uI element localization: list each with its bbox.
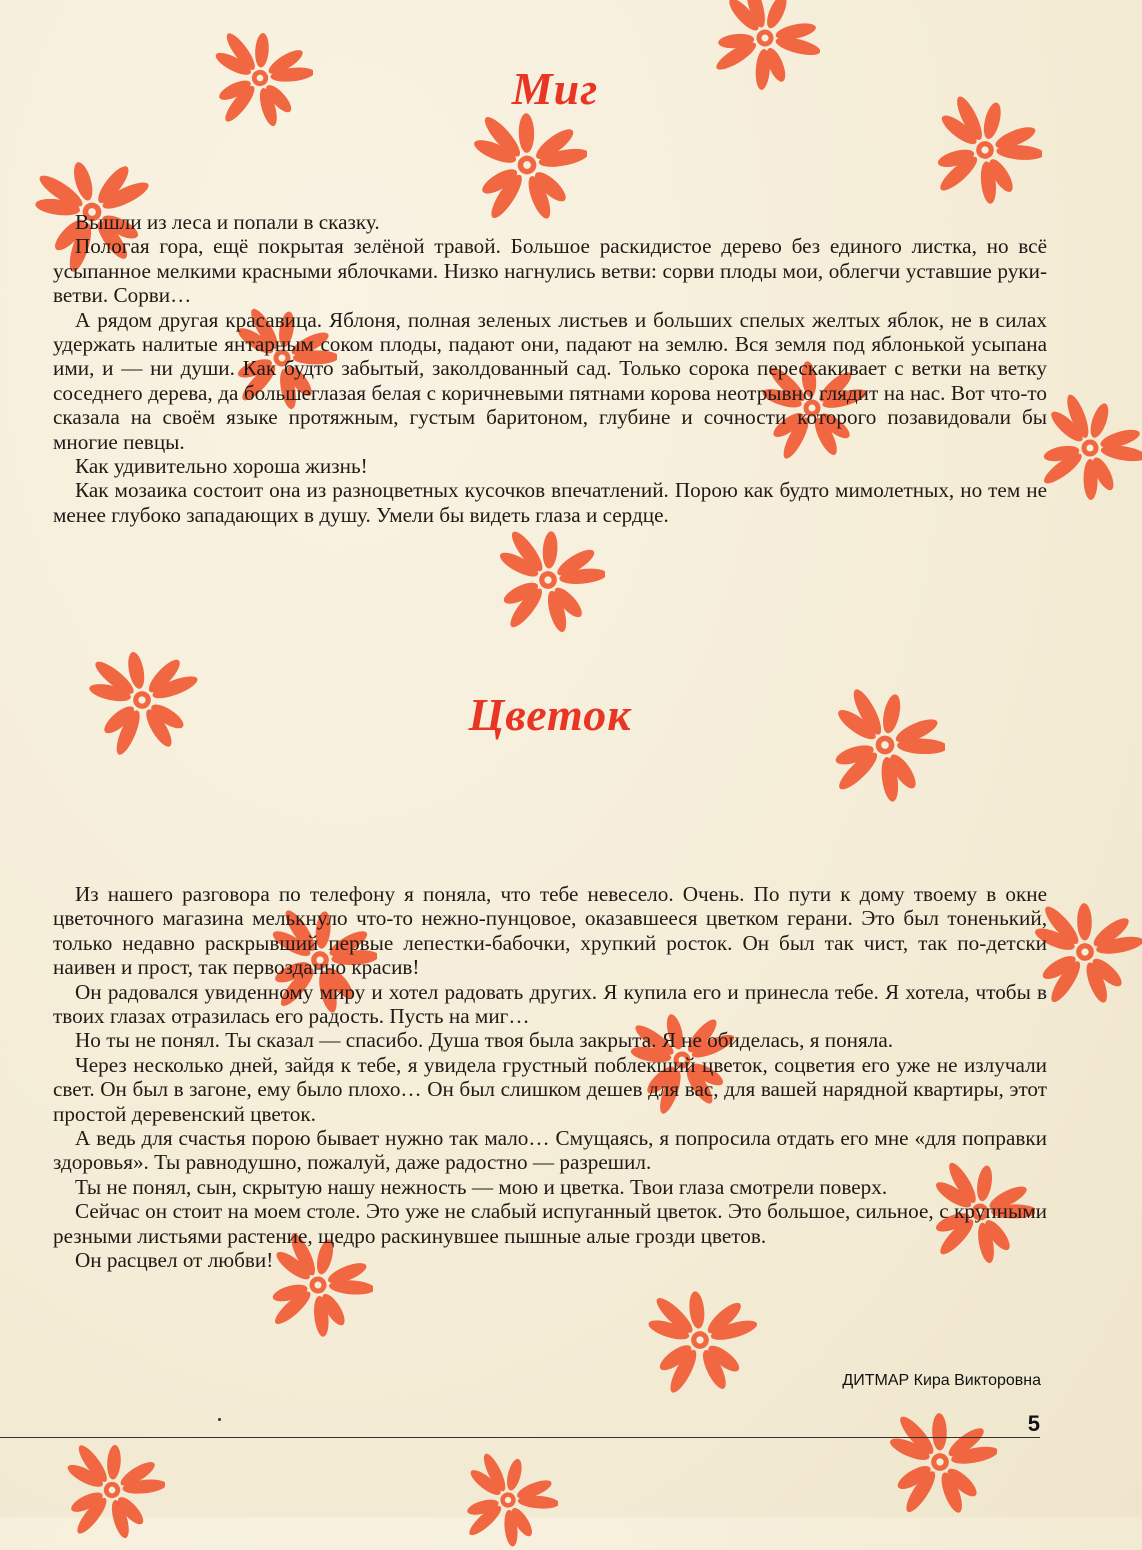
paragraph: А ведь для счастья порою бывает нужно так мало… Смущаясь, я попросила отдать его мне «для поправки здоровья». Ты равнодушно, пожалуй, даже радостно — разрешил.	[53, 1126, 1047, 1175]
paragraph: Сейчас он стоит на моем столе. Это уже не слабый испуганный цветок. Это большое, сильное, с крупными резными листьями растение, щедро раскинувшее пышные алые грозди цветов.	[53, 1199, 1047, 1248]
paragraph: Но ты не понял. Ты сказал — спасибо. Душа твоя была закрыта. Я не обиделась, я поняла.	[75, 1028, 894, 1053]
flower-icon	[207, 25, 313, 131]
paragraph: Он расцвел от любви!	[75, 1248, 274, 1273]
section-tsvetok-text	[53, 882, 1047, 1273]
flower-icon	[928, 93, 1042, 207]
title-mig: Миг	[511, 63, 599, 114]
flower-icon	[458, 1450, 558, 1550]
flower-icon	[643, 1283, 757, 1397]
paragraph: Он радовался увиденному миру и хотел радовать других. Я купила его и принесла тебе. Я хотела, чтобы в твоих глазах отразилась его радость. Пусть на миг…	[53, 979, 1047, 1029]
section-mig-text	[53, 210, 1047, 527]
flower-icon	[825, 685, 945, 805]
flower-icon	[59, 1437, 165, 1543]
paragraph: Пологая гора, ещё покрытая зелёной травой. Большое раскидистое дерево без единого листка, но всё усыпанное мелкими красными яблочками. Низко нагнулись ветви: сорви плоды мои, облегчи уставшие руки-ветви. Сорви…	[53, 234, 1047, 308]
paragraph: Ты не понял, сын, скрытую нашу нежность — мою и цветка. Твои глаза смотрели поверх.	[75, 1174, 888, 1199]
flower-icon	[491, 523, 605, 637]
print-dot	[218, 1418, 221, 1421]
flower-icon	[1035, 393, 1142, 503]
title-tsvetok: Цветок	[468, 689, 632, 740]
flower-icon	[467, 105, 587, 225]
author-name: ДИТМАР Кира Викторовна	[842, 1372, 1041, 1389]
paragraph: Как мозаика состоит она из разноцветных кусочков впечатлений. Порою как будто мимолетных, но тем не менее глубоко западающих в душу. Умели бы видеть глаза и сердце.	[53, 478, 1047, 527]
paragraph: Вышли из леса и попали в сказку.	[75, 210, 380, 234]
paragraph: А рядом другая красавица. Яблоня, полная зеленых листьев и больших спелых желтых яблок, не в силах удержать налитые янтарным соком плоды, падают они, падают на землю. Вся земля под яблонькой усыпана ими, и — ни души. Как будто забытый, заколдованный сад. Только сорока перескакивает с ветки на ветку соседнего дерева, да большеглазая белая с коричневыми пятнами корова неотрывно глядит на нас. Вот что-то сказала на своём языке протяжным, густым баритоном, глубине и сочности которого позавидовали бы многие певцы.	[53, 307, 1047, 454]
footer-rule	[0, 1437, 1040, 1438]
flower-icon	[710, 0, 820, 93]
flower-icon	[85, 643, 199, 757]
paragraph: Как удивительно хороша жизнь!	[75, 454, 368, 479]
paragraph: Через несколько дней, зайдя к тебе, я увидела грустный поблекший цветок, соцветия его уже не излучали свет. Он был в загоне, ему было плохо… Он был слишком дешев для вас, для вашей нарядной квартиры, этот простой деревенский цветок.	[53, 1052, 1047, 1126]
flower-icon	[883, 1405, 997, 1519]
paragraph: Из нашего разговора по телефону я поняла, что тебе невесело. Очень. По пути к дому твоему в окне цветочного магазина мелькнуло что-то нежно-пунцовое, оказавшееся цветком герани. Это был тоненький, только недавно раскрывший первые лепестки-бабочки, хрупкий росток. Он был так чист, так по-детски наивен и прост, так первозданно красив!	[53, 882, 1047, 980]
page-number: 5	[1027, 1411, 1040, 1436]
